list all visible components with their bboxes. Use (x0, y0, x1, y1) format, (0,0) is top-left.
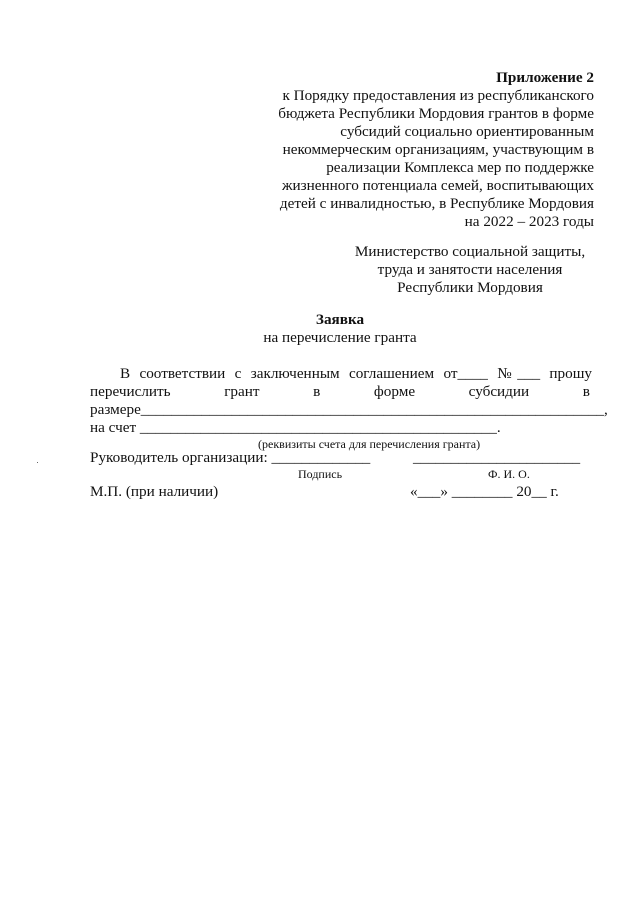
appendix-line: реализации Комплекса мер по поддержке (326, 159, 594, 176)
addressee-block (340, 243, 600, 297)
appendix-line: жизненного потенциала семей, воспитывающих (282, 177, 594, 194)
addressee-line: Республики Мордовия (397, 279, 543, 296)
body-word: грант (224, 383, 260, 400)
appendix-line: субсидий социально ориентированным (340, 123, 594, 140)
body-line-amount: размере_____________________________________________________________, (90, 401, 608, 418)
appendix-block (278, 69, 594, 231)
addressee-line: труда и занятости населения (377, 261, 563, 278)
addressee-line: Министерство социальной защиты, (354, 243, 586, 260)
heading-block (0, 311, 640, 347)
body-word: субсидии (468, 383, 530, 400)
signature-caption: Подпись (298, 467, 343, 481)
stamp-note: М.П. (при наличии) (90, 483, 219, 500)
name-caption: Ф. И. О. (488, 467, 530, 481)
body-word: в (313, 383, 321, 400)
appendix-line: некоммерческим организациям, участвующим в (282, 141, 594, 158)
heading-title: Заявка (315, 311, 365, 328)
body-line-account: на счет _______________________________________________. (90, 419, 501, 436)
body-line-2 (90, 383, 590, 401)
account-caption: (реквизиты счета для перечисления гранта) (258, 437, 481, 451)
body-word: перечислить (90, 383, 171, 400)
appendix-line: детей с инвалидностью, в Республике Мордовия (279, 195, 594, 212)
body-line-1: В соответствии с заключенным соглашением от____ №___ прошу (120, 365, 592, 382)
appendix-line: к Порядку предоставления из республиканского (282, 87, 594, 104)
signature-label: Руководитель организации: _____________ (90, 449, 371, 466)
body-word: в (582, 383, 590, 400)
signature-name-line: ______________________ (413, 449, 581, 466)
scan-speck (37, 462, 38, 463)
heading-subtitle: на перечисление гранта (263, 329, 417, 346)
appendix-line: на 2022 – 2023 годы (464, 213, 594, 230)
date-line: «___» ________ 20__ г. (410, 483, 559, 500)
appendix-line: бюджета Республики Мордовия грантов в форме (278, 105, 594, 122)
body-word: форме (373, 383, 416, 400)
appendix-title: Приложение 2 (496, 69, 594, 86)
